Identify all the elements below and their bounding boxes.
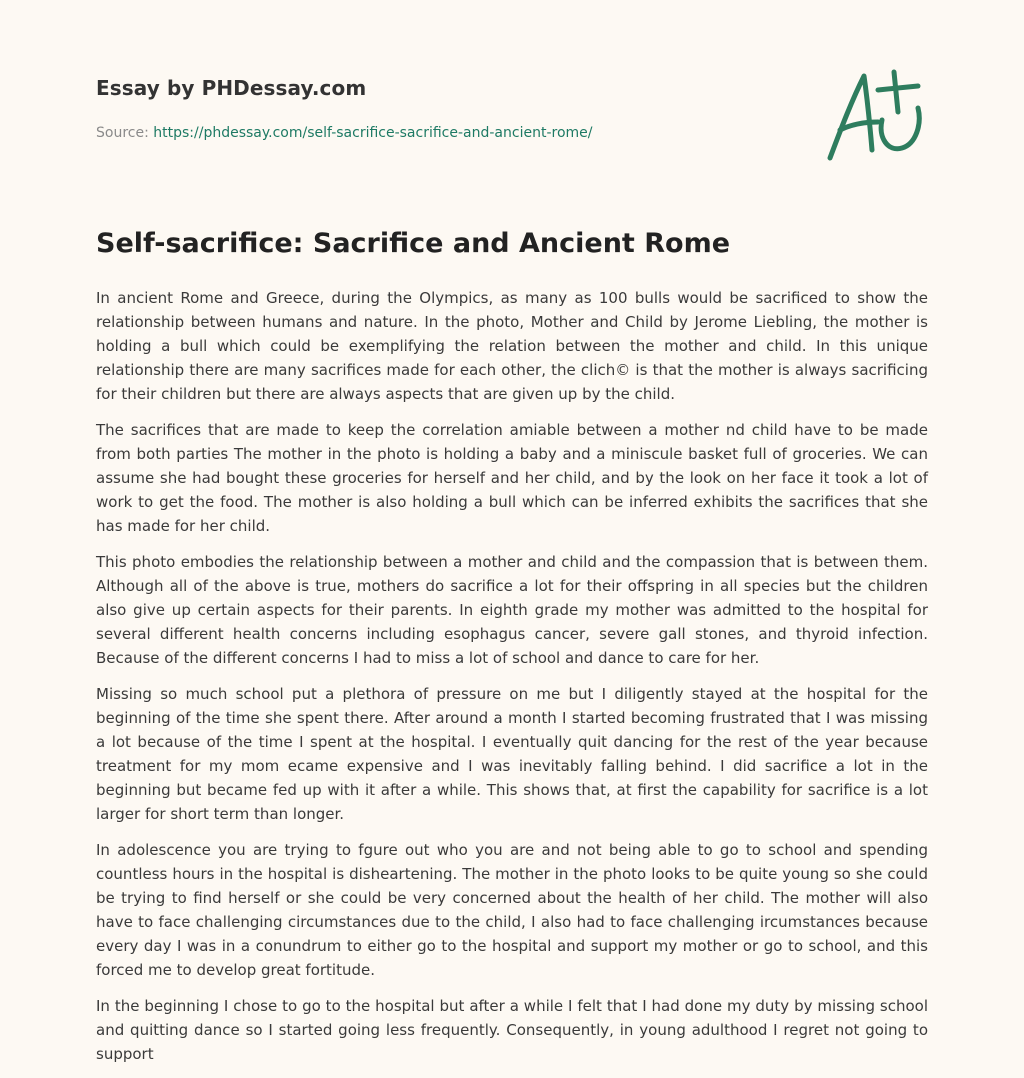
essay-body	[96, 286, 928, 1078]
essay-paragraph: In adolescence you are trying to fgure out who you are and not being able to go to school and spending countless hours in the hospital is disheartening. The mother in the photo looks to be quite young so she could be trying to find herself or she could be very concerned about the health of her child. The mother will also have to face challenging circumstances due to the child, I also had to face challenging ircumstances because every day I was in a conundrum to either go to the hospital and support my mother or go to school, and this forced me to develop great fortitude.	[96, 841, 928, 979]
source-line	[96, 125, 592, 141]
source-link[interactable]: https://phdessay.com/self-sacrifice-sacrifice-and-ancient-rome/	[153, 125, 593, 141]
essay-paragraph: This photo embodies the relationship between a mother and child and the compassion that is between them. Although all of the above is true, mothers do sacrifice a lot for their offspring in all species but the children also give up certain aspects for their parents. In eighth grade my mother was admitted to the hospital for several different health concerns including esophagus cancer, severe gall stones, and thyroid infection. Because of the different concerns I had to miss a lot of school and dance to care for her.	[96, 553, 928, 667]
essay-title: Self-sacrifice: Sacrifice and Ancient Rome	[96, 228, 731, 259]
source-label: Source:	[96, 125, 149, 141]
essay-paragraph: In ancient Rome and Greece, during the Olympics, as many as 100 bulls would be sacrificed to show the relationship between humans and nature. In the photo, Mother and Child by Jerome Liebling, the mother is holding a bull which could be exemplifying the relation between the mother and child. In this unique relationship there are many sacrifices made for each other, the clich© is that the mother is always sacrificing for their children but there are always aspects that are given up by the child.	[96, 289, 928, 403]
essay-paragraph: In the beginning I chose to go to the hospital but after a while I felt that I had done my duty by missing school and quitting dance so I started going less frequently. Consequently, in young adulthood I regret not going to support	[96, 997, 928, 1063]
essay-paragraph: Missing so much school put a plethora of pressure on me but I diligently stayed at the hospital for the beginning of the time she spent there. After around a month I started becoming frustrated that I was missing a lot because of the time I spent at the hospital. I eventually quit dancing for the rest of the year because treatment for my mom ecame expensive and I was inevitably falling behind. I did sacrifice a lot in the beginning but became fed up with it after a while. This shows that, at first the capability for sacrifice is a lot larger for short term than longer.	[96, 685, 928, 823]
site-brand: Essay by PHDessay.com	[96, 76, 367, 100]
a-plus-logo-icon	[818, 66, 930, 166]
essay-paragraph: The sacrifices that are made to keep the correlation amiable between a mother nd child have to be made from both parties The mother in the photo is holding a baby and a miniscule basket full of groceries. We can assume she had bought these groceries for herself and her child, and by the look on her face it took a lot of work to get the food. The mother is also holding a bull which can be inferred exhibits the sacrifices that she has made for her child.	[96, 421, 928, 535]
